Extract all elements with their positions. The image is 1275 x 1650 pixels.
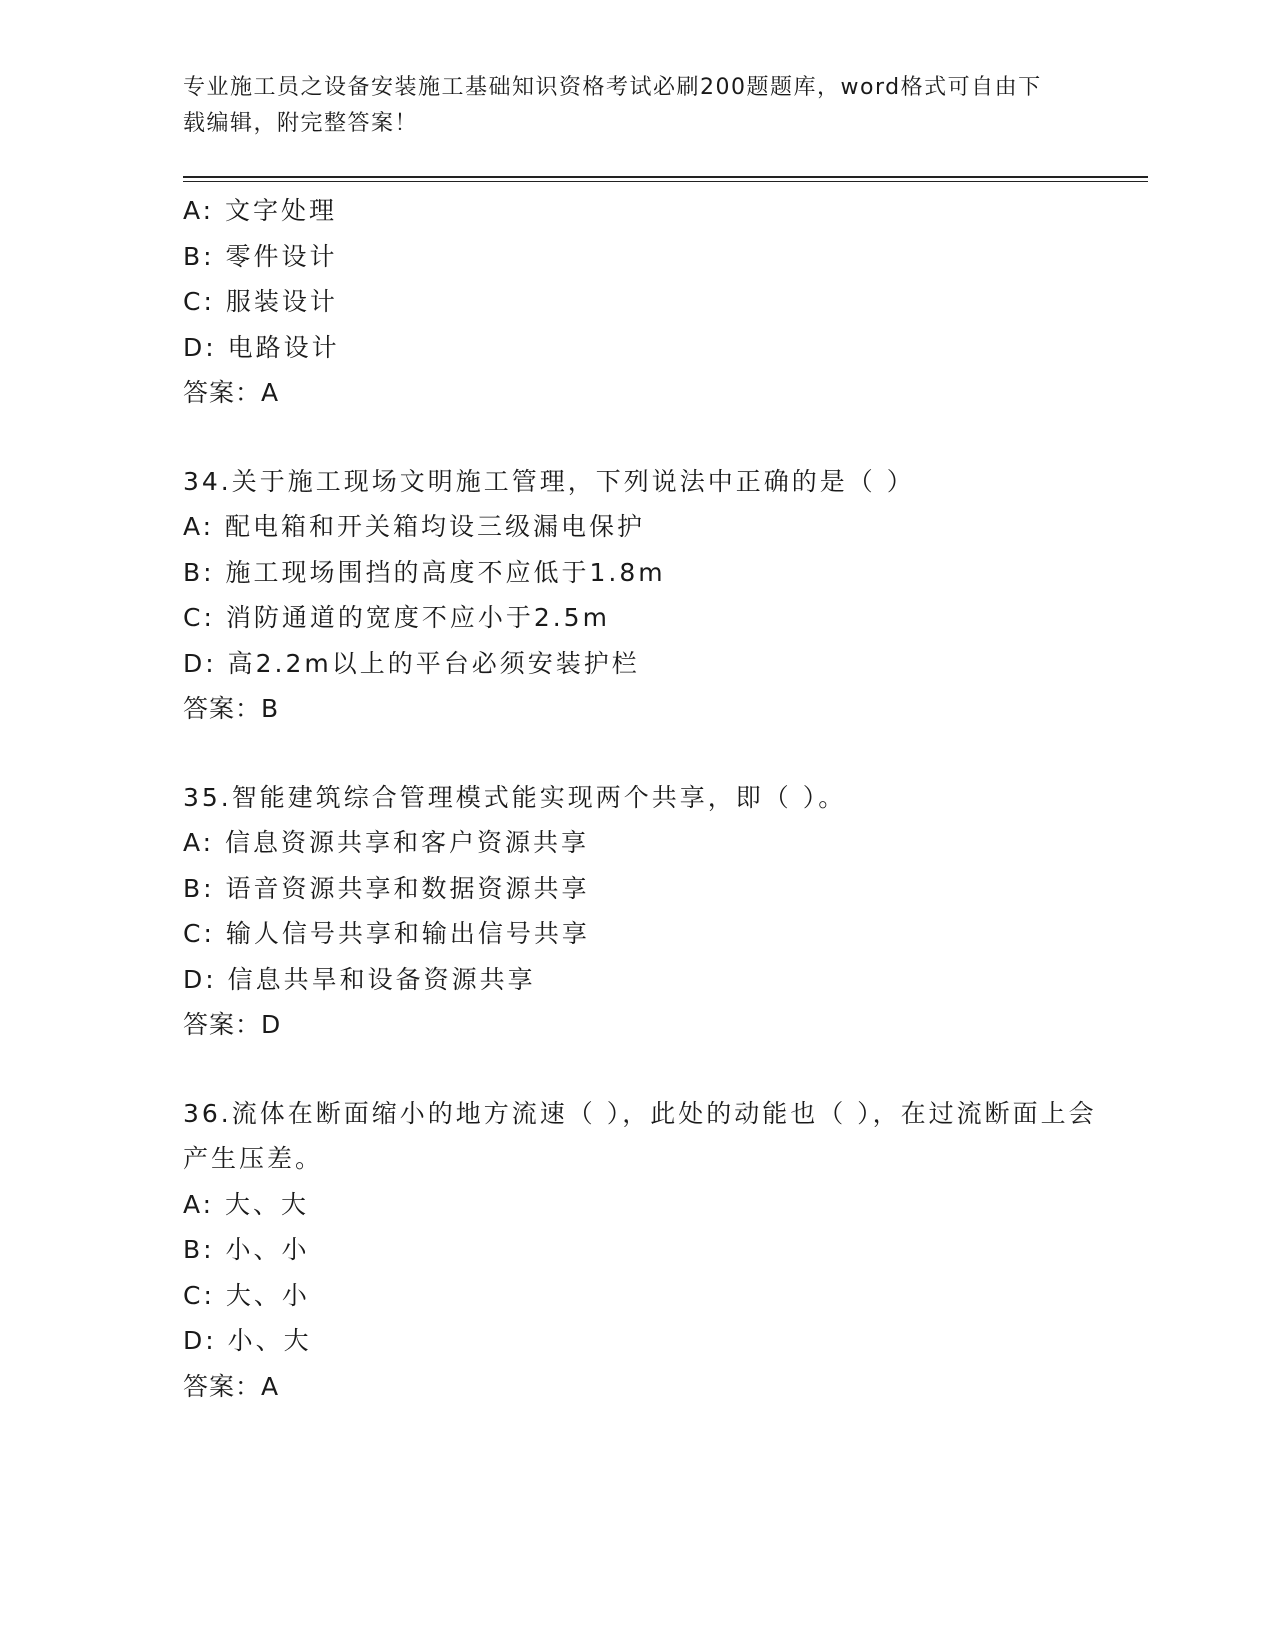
question-stem: 34.关于施工现场文明施工管理，下列说法中正确的是（ ） (183, 466, 915, 496)
option-a: A: 大、大 (183, 1189, 310, 1219)
option-d: D: 小、大 (183, 1326, 312, 1355)
question-34 (183, 459, 1103, 732)
question-33 (183, 188, 1103, 416)
option-c: C: 输人信号共享和输出信号共享 (183, 919, 590, 948)
option-b: B: 零件设计 (183, 241, 338, 271)
answer: 答案：D (183, 1010, 282, 1039)
option-b: B: 小、小 (183, 1235, 310, 1264)
option-b: B: 施工现场围挡的高度不应低于1.8m (183, 557, 666, 587)
question-spacer (183, 732, 1103, 775)
option-d: D: 信息共旱和设备资源共享 (183, 964, 536, 994)
question-stem: 35.智能建筑综合管理模式能实现两个共享，即（ ）。 (183, 782, 847, 812)
question-stem: 36.流体在断面缩小的地方流速（ ），此处的动能也（ ），在过流断面上会产生压差。 (183, 1098, 1097, 1173)
question-36 (183, 1091, 1103, 1410)
option-b: B: 语音资源共享和数据资源共享 (183, 873, 590, 903)
header-divider-thin (183, 181, 1148, 182)
answer: 答案：B (183, 694, 280, 723)
question-list (183, 188, 1103, 1409)
option-c: C: 消防通道的宽度不应小于2.5m (183, 603, 610, 632)
question-spacer (183, 416, 1103, 459)
answer: 答案：A (183, 1371, 280, 1401)
answer: 答案：A (183, 378, 280, 407)
question-spacer (183, 1048, 1103, 1091)
option-c: C: 大、小 (183, 1280, 310, 1310)
option-d: D: 高2.2m以上的平台必须安装护栏 (183, 648, 640, 678)
option-d: D: 电路设计 (183, 332, 340, 362)
option-a: A: 信息资源共享和客户资源共享 (183, 828, 590, 857)
header-divider-thick (183, 176, 1148, 178)
document-header: 专业施工员之设备安装施工基础知识资格考试必刷200题题库，word格式可自由下载编辑，附完整答案！ (183, 75, 1042, 136)
question-35 (183, 775, 1103, 1048)
option-c: C: 服装设计 (183, 287, 338, 316)
option-a: A: 配电箱和开关箱均设三级漏电保护 (183, 512, 646, 541)
option-a: A: 文字处理 (183, 196, 338, 225)
